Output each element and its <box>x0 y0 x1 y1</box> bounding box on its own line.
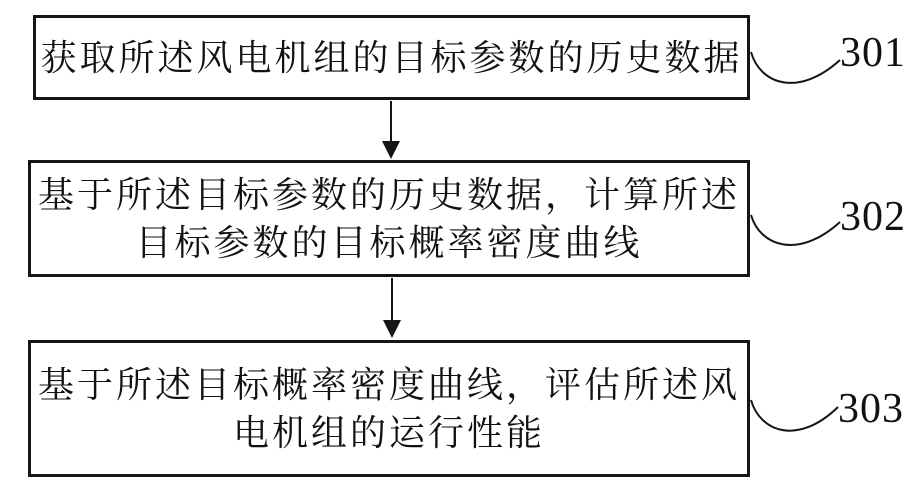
step-3-text-line-2: 电机组的运行性能 <box>232 412 545 453</box>
down-arrow-icon-1 <box>382 101 400 159</box>
down-arrow-icon-2 <box>383 278 401 338</box>
step-box-1 <box>33 15 750 100</box>
leader-curve-301 <box>751 52 840 83</box>
step-box-2 <box>28 160 750 277</box>
step-1-text-line-1: 获取所述风电机组的目标参数的历史数据 <box>40 37 743 78</box>
step-box-3 <box>28 340 750 477</box>
step-number-302: 302 <box>840 194 906 240</box>
leader-curve-302 <box>751 215 840 245</box>
leader-curve-303 <box>751 400 838 431</box>
step-2-text-line-1: 基于所述目标参数的历史数据，计算所述 <box>37 174 740 215</box>
step-number-303: 303 <box>838 386 904 432</box>
step-2-text-line-2: 目标参数的目标概率密度曲线 <box>135 222 643 263</box>
step-3-text-line-1: 基于所述目标概率密度曲线，评估所述风 <box>37 364 740 405</box>
step-number-301: 301 <box>840 30 906 76</box>
